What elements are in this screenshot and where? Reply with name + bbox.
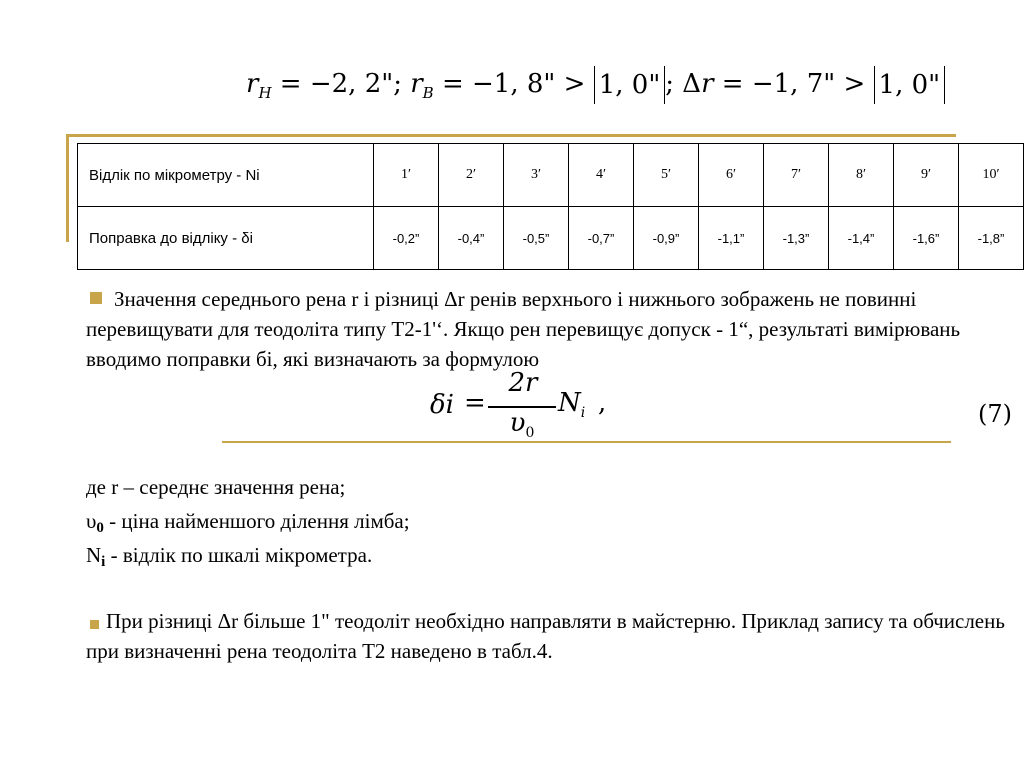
definition-upsilon	[86, 506, 410, 543]
paragraph1-text: Значення середнього рена r і різниці Δr ренів верхнього і нижнього зображень не повинні перевищувати для теодоліта типу Т2-1'‘. Якщо рен перевищує допуск - 1“, результаті вимірювань вводимо поправки бі, які визначають за формулою	[86, 287, 961, 371]
reading-cell: 8′	[829, 144, 894, 207]
reading-cell: 7′	[764, 144, 829, 207]
formula7-equals: =	[464, 388, 486, 418]
formula7-factor-sub: i	[580, 405, 586, 422]
def3-text: - відлік по шкалі мікрометра.	[105, 543, 373, 567]
table-row-corrections	[78, 207, 1024, 270]
correction-cell: -0,5”	[504, 207, 569, 270]
delta-value: = −1, 7" >	[713, 69, 874, 99]
abs-value-1: 1, 0"	[594, 66, 666, 104]
correction-cell: -1,4”	[829, 207, 894, 270]
gold-left-rule	[66, 134, 69, 242]
rb-value: = −1, 8" >	[433, 69, 594, 99]
definition-n	[86, 540, 372, 577]
reading-cell: 2′	[439, 144, 504, 207]
paragraph-workshop-note	[86, 606, 1006, 666]
correction-cell: -0,4”	[439, 207, 504, 270]
rh-subscript: H	[258, 84, 272, 102]
correction-cell: -0,9”	[634, 207, 699, 270]
rb-symbol: r	[410, 69, 423, 99]
formula7-denominator-symbol: υ	[509, 408, 526, 438]
gold-bottom-rule	[222, 441, 951, 443]
row-label-corrections: Поправка до відліку - δi	[78, 207, 374, 270]
formula7-numerator: 2r	[508, 368, 538, 398]
correction-cell: -1,1”	[699, 207, 764, 270]
micrometer-correction-table	[77, 143, 1024, 270]
correction-cell: -1,8”	[959, 207, 1024, 270]
gold-top-rule	[68, 134, 956, 137]
reading-cell: 4′	[569, 144, 634, 207]
formula7-denominator-sub: 0	[525, 425, 535, 442]
correction-cell: -1,3”	[764, 207, 829, 270]
top-formula	[246, 62, 945, 106]
def2-symbol: υ	[86, 509, 97, 533]
delta-symbol: ; Δ	[665, 69, 702, 99]
rh-symbol: r	[246, 69, 259, 99]
correction-cell: -0,7”	[569, 207, 634, 270]
abs-value-2: 1, 0"	[874, 66, 946, 104]
rh-value: = −2, 2";	[271, 69, 402, 99]
reading-cell: 6′	[699, 144, 764, 207]
reading-cell: 10′	[959, 144, 1024, 207]
reading-cell: 3′	[504, 144, 569, 207]
formula7-comma: ,	[598, 388, 607, 418]
table-row-readings	[78, 144, 1024, 207]
formula7-denominator	[488, 408, 556, 441]
formula7-lhs: δi	[430, 390, 454, 420]
correction-cell: -0,2”	[374, 207, 439, 270]
correction-cell: -1,6”	[894, 207, 959, 270]
def3-subscript: i	[101, 554, 106, 570]
definition-r: де r – середнє значення рена;	[86, 475, 346, 499]
def2-subscript: 0	[96, 520, 104, 536]
def2-text: - ціна найменшого ділення лімба;	[103, 509, 410, 533]
rb-subscript: B	[422, 84, 434, 102]
paragraph-reading-requirements	[86, 284, 1016, 374]
delta-r-symbol: r	[701, 69, 714, 99]
reading-cell: 9′	[894, 144, 959, 207]
row-label-readings: Відлік по мікрометру - Ni	[78, 144, 374, 207]
paragraph2-text: При різниці Δr більше 1" теодоліт необхідно направляти в майстерню. Приклад запису та обчислень при визначенні рена теодоліта Т2 наведено в табл.4.	[86, 609, 1005, 663]
reading-cell: 5′	[634, 144, 699, 207]
reading-cell: 1′	[374, 144, 439, 207]
equation-number: (7)	[978, 400, 1012, 428]
formula7-factor-symbol: N	[558, 388, 581, 418]
formula7-factor	[558, 388, 585, 421]
def3-symbol: N	[86, 543, 102, 567]
